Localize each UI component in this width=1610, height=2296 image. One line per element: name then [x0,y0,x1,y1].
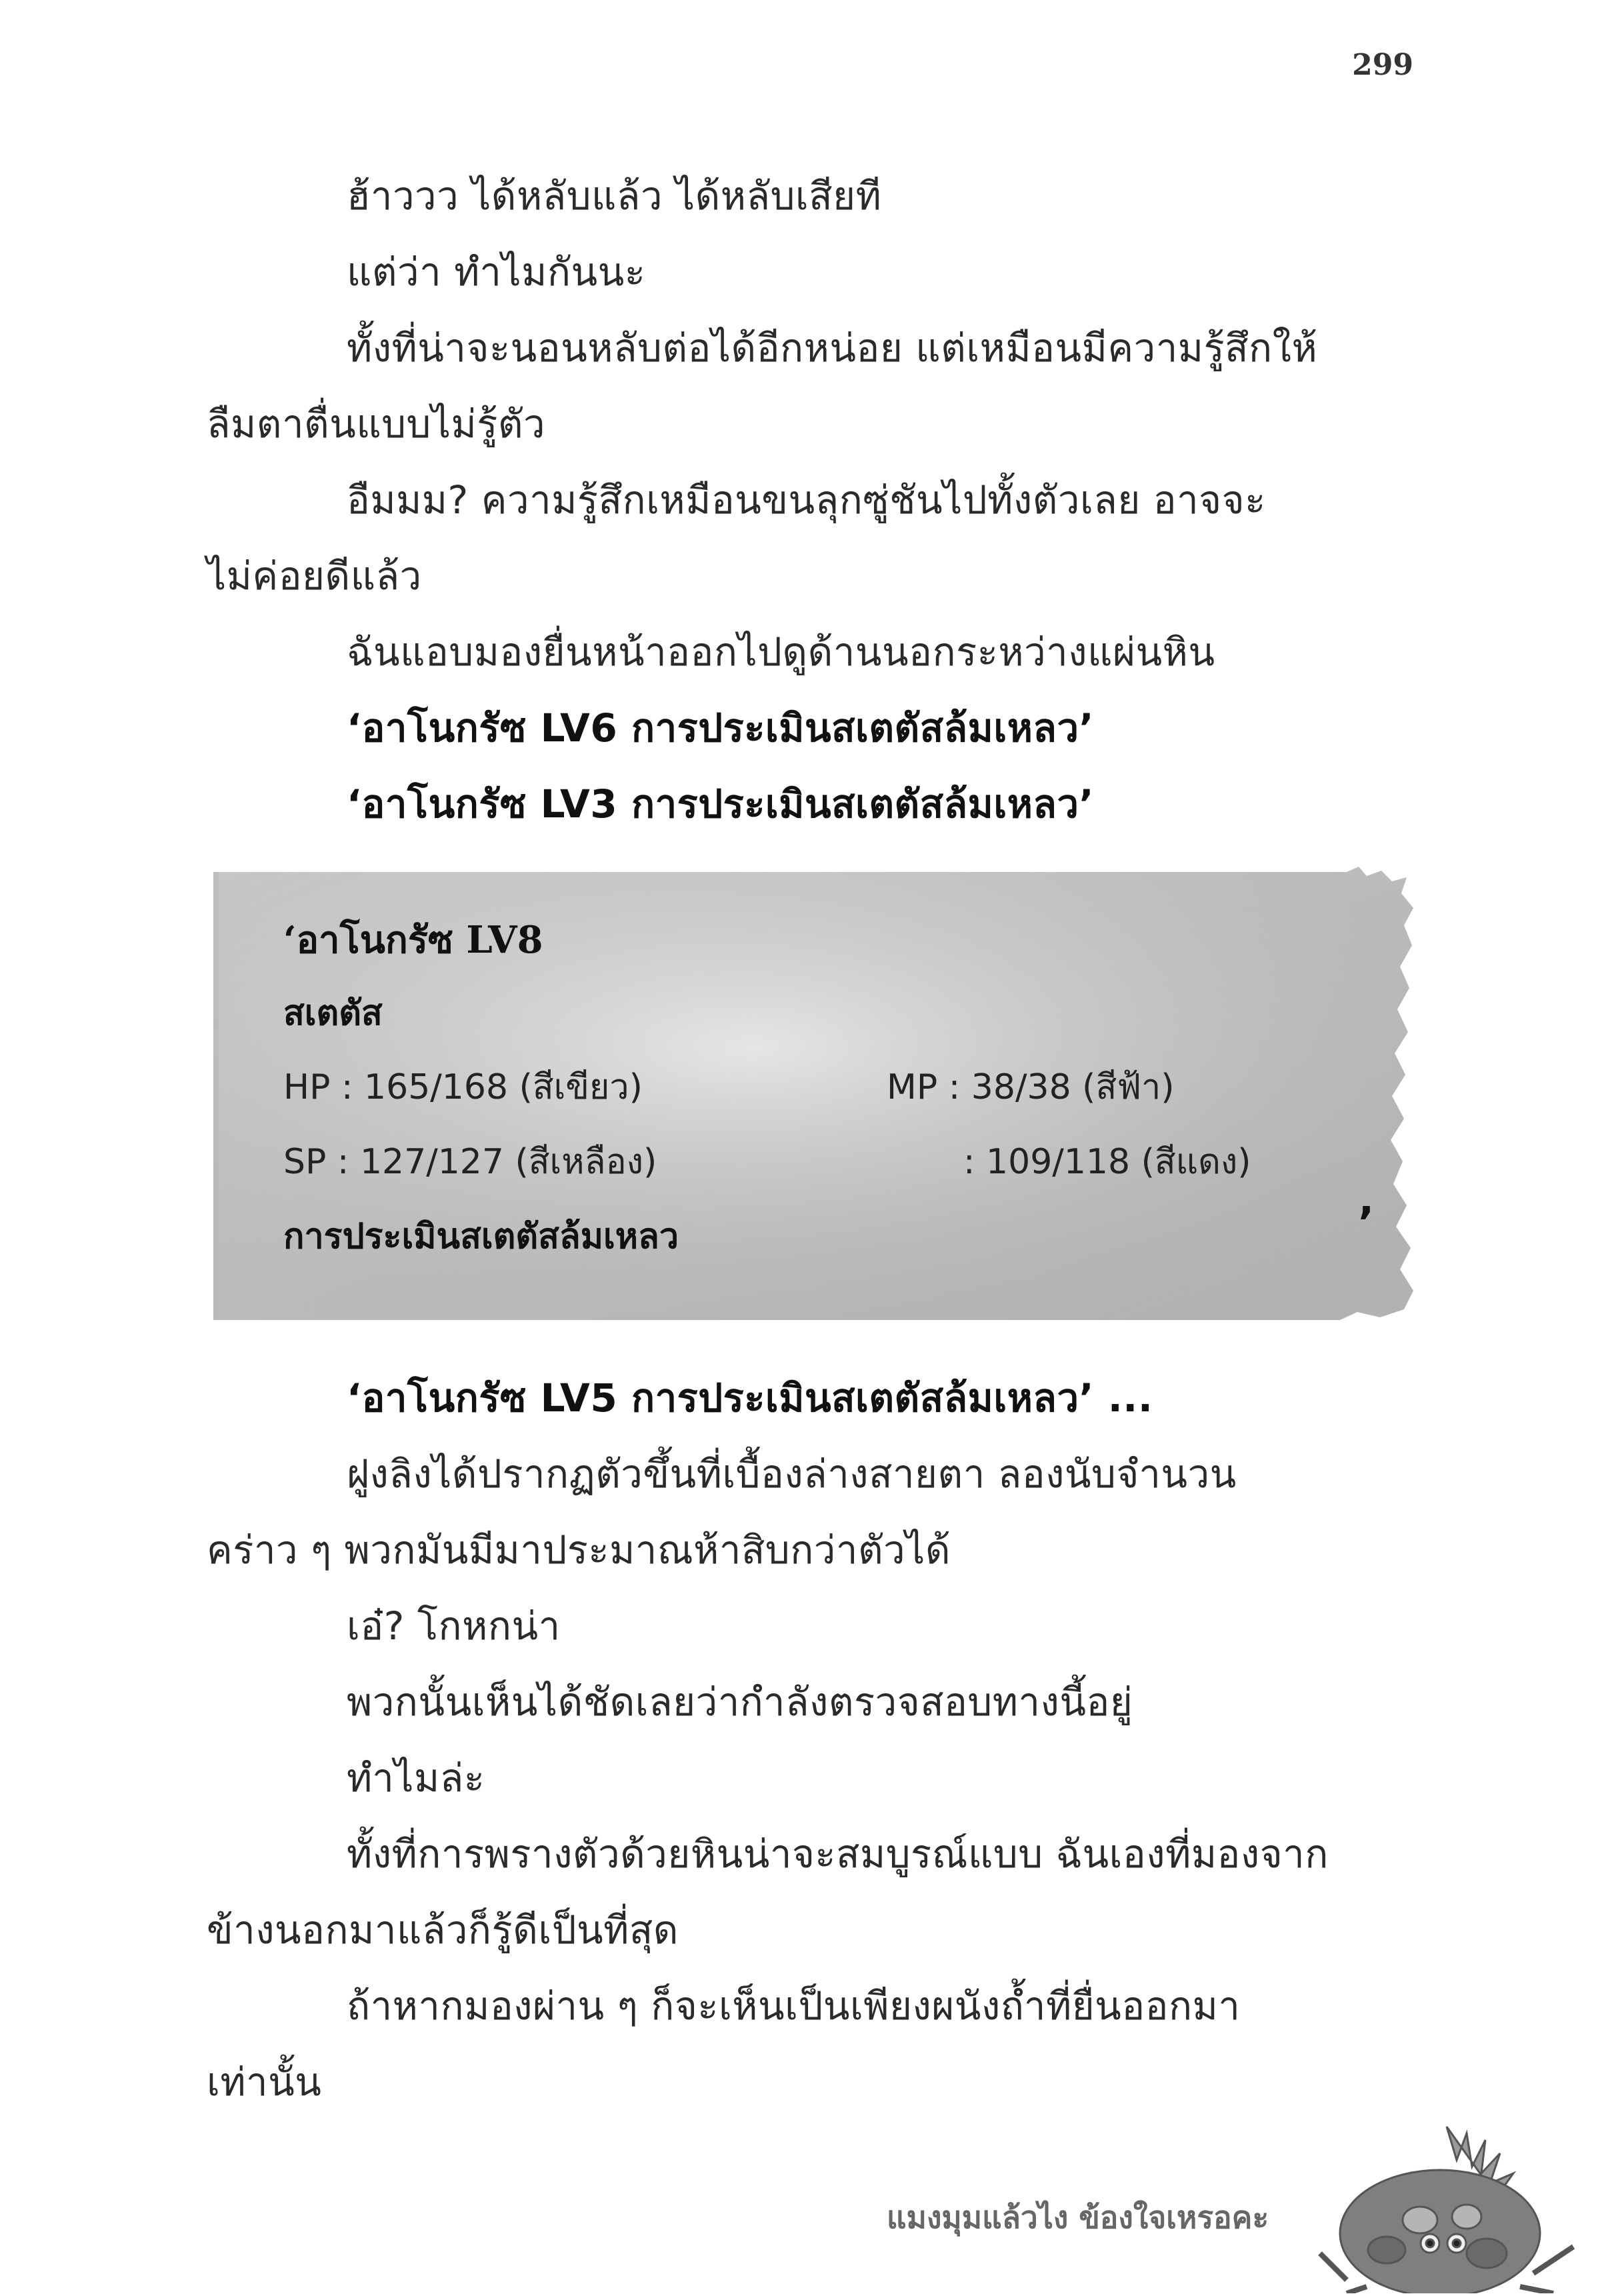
status-message-line: ‘อาโนกรัซ LV3 การประเมินสเตตัสล้มเหลว’ [347,781,1095,827]
spider-mascot-icon [1307,2120,1600,2296]
status-label: สเตตัส [283,993,383,1033]
closing-quote: ’ [1358,1199,1375,1248]
status-card-content [283,903,1383,1274]
stat-row [283,1125,1383,1199]
text-line: เท่านั้น [207,2059,322,2105]
hp-stat: HP : 165/168 (สีเขียว) [283,1067,643,1107]
text-line: ฝูงลิงได้ปรากฏตัวขึ้นที่เบื้องล่างสายตา ลองนับจำนวน [347,1451,1237,1497]
status-message-line: ‘อาโนกรัซ LV6 การประเมินสเตตัสล้มเหลว’ [347,705,1095,751]
text-line: ทั้งที่การพรางตัวด้วยหินน่าจะสมบูรณ์แบบ ฉันเองที่มองจาก [347,1831,1329,1877]
status-card-title: ‘อาโนกรัซ LV8 [283,918,543,962]
status-failed-text: การประเมินสเตตัสล้มเหลว [283,1217,679,1257]
status-card [213,867,1417,1321]
text-line: อืมมม? ความรู้สึกเหมือนขนลุกซู่ชันไปทั้งตัวเลย อาจจะ [347,477,1266,523]
text-line: ไม่ค่อยดีแล้ว [207,553,422,599]
text-line: เอ๋? โกหกน่า [347,1603,561,1649]
text-line: ถ้าหากมองผ่าน ๆ ก็จะเห็นเป็นเพียงผนังถ้ำที่ยื่นออกมา [347,1983,1241,2029]
text-line: ทั้งที่น่าจะนอนหลับต่อได้อีกหน่อย แต่เหมือนมีความรู้สึกให้ [347,325,1318,371]
text-line: แต่ว่า ทำไมกันนะ [347,249,646,295]
status-failed-line [283,1199,1383,1274]
text-line: ข้างนอกมาแล้วก็รู้ดีเป็นที่สุด [207,1907,679,1953]
text-line: ทำไมล่ะ [347,1755,485,1801]
text-line: ลืมตาตื่นแบบไม่รู้ตัว [207,401,546,447]
unnamed-stat: : 109/118 (สีแดง) [963,1142,1251,1182]
mp-stat: MP : 38/38 (สีฟ้า) [887,1067,1175,1107]
lower-text-block [207,1360,1407,2120]
text-line: พวกนั้นเห็นได้ชัดเลยว่ากำลังตรวจสอบทางนี้อยู่ [347,1679,1133,1725]
sp-stat: SP : 127/127 (สีเหลือง) [283,1142,657,1182]
text-line: คร่าว ๆ พวกมันมีมาประมาณห้าสิบกว่าตัวได้ [207,1527,951,1573]
stat-row [283,1050,1383,1125]
text-line: ฮ้าววว ได้หลับแล้ว ได้หลับเสียที [347,173,882,219]
page-number: 299 [1352,48,1413,82]
footer-book-title: แมงมุมแล้วไง ข้องใจเหรอคะ [887,2199,1269,2235]
status-message-line: ‘อาโนกรัซ LV5 การประเมินสเตตัสล้มเหลว’ ... [347,1375,1153,1421]
upper-text-block [207,158,1407,842]
text-line: ฉันแอบมองยื่นหน้าออกไปดูด้านนอกระหว่างแผ่นหิน [347,629,1215,675]
